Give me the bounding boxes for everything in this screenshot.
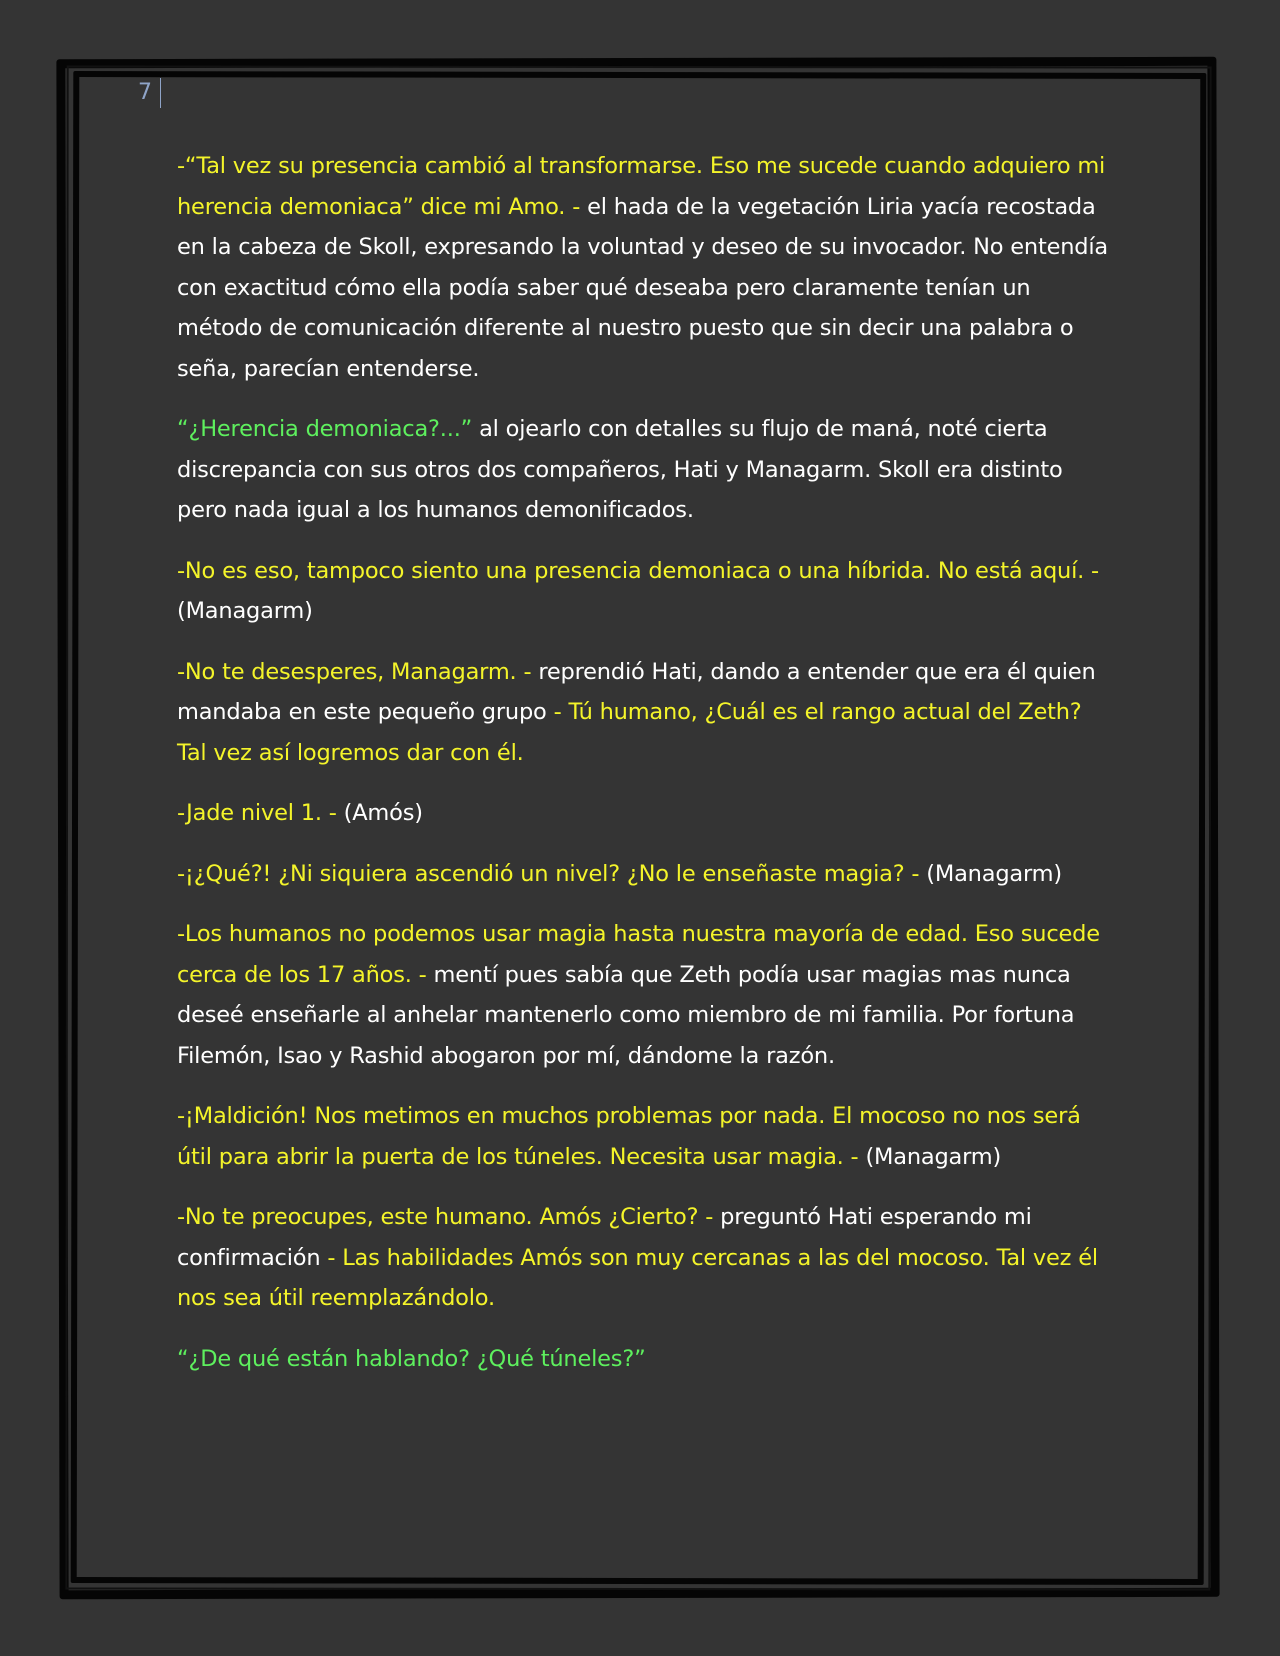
paragraph [177,146,1112,389]
paragraph [177,1096,1112,1177]
paragraph [177,1197,1112,1319]
dialogue-text: -Los humanos no podemos usar magia hasta nuestra mayoría de edad. Eso sucede cerca de los 17 años. - [177,921,1100,988]
narration-text: (Managarm) [177,598,313,624]
thought-text: “¿De qué están hablando? ¿Qué túneles?” [177,1345,646,1372]
paragraph [177,854,1112,895]
dialogue-text: -Jade nivel 1. - [177,800,344,826]
narration-text: (Managarm) [926,860,1062,887]
narration-text: el hada de la vegetación Liria yacía recostada en la cabeza de Skoll, expresando la voluntad y deseo de su invocador. No entendía con exactitud cómo ella podía saber qué deseaba pero claramente tenían un método de comunicación diferente al nuestro puesto que sin decir una palabra o seña, parecían entenderse. [177,193,1109,382]
narration-text: (Amós) [343,800,423,826]
dialogue-text: -¡¿Qué?! ¿Ni siquiera ascendió un nivel? ¿No le enseñaste magia? - [177,860,927,887]
paragraph [177,409,1112,531]
dialogue-text: -¡Maldición! Nos metimos en muchos problemas por nada. El mocoso no nos será útil para abrir la puerta de los túneles. Necesita usar magia. - [177,1103,1081,1170]
dialogue-text: -No es eso, tampoco siento una presencia demoniaca o una híbrida. No está aquí. - [177,557,1099,584]
narration-text: reprendió Hati, dando a entender que era él quien mandaba en este pequeño grupo [177,658,1096,725]
paragraph [177,914,1112,1076]
dialogue-text: -No te preocupes, este humano. Amós ¿Cierto? - [177,1204,721,1230]
paragraph [177,551,1112,632]
paragraph [177,793,1112,834]
narration-text: (Managarm) [865,1143,1002,1170]
narration-text: al ojearlo con detalles su flujo de maná, noté cierta discrepancia con sus otros dos compañeros, Hati y Managarm. Skoll era distinto pero nada igual a los humanos demonificados. [177,416,1063,523]
dialogue-text: -No te desesperes, Managarm. - [177,658,539,685]
narration-text: preguntó Hati esperando mi confirmación [177,1204,1032,1271]
page-number: 7 [138,78,161,108]
dialogue-text: - Las habilidades Amós son muy cercanas a las del mocoso. Tal vez él nos sea útil reemplazándolo. [177,1244,1098,1311]
paragraph [177,652,1112,774]
narration-text: mentí pues sabía que Zeth podía usar magias mas nunca deseé enseñarle al anhelar mantenerlo como miembro de mi familia. Por fortuna Filemón, Isao y Rashid abogaron por mí, dándome la razón. [177,961,1075,1069]
thought-text: “¿Herencia demoniaca?...” [177,416,480,442]
story-text [177,146,1112,1399]
dialogue-text: - Tú humano, ¿Cuál es el rango actual del Zeth? Tal vez así logremos dar con él. [177,699,1082,766]
dialogue-text: -“Tal vez su presencia cambió al transformarse. Eso me sucede cuando adquiero mi herencia demoniaca” dice mi Amo. - [177,153,1106,220]
paragraph [177,1339,1112,1380]
